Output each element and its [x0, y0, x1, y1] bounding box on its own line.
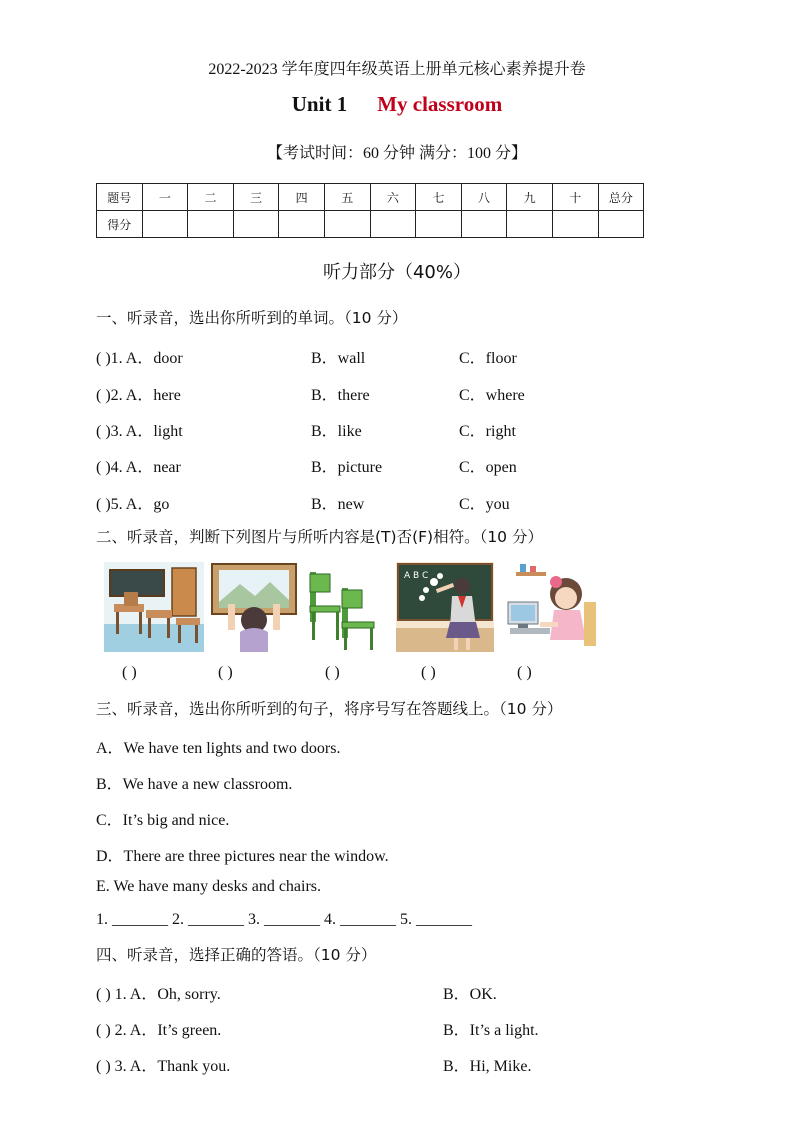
- option-b: B．there: [311, 387, 370, 404]
- child-hanging-picture: [210, 562, 298, 652]
- tf-answer-bracket-2[interactable]: ( ): [218, 664, 233, 681]
- score-cell: 五: [324, 184, 370, 211]
- section2-title: 二、听录音，判断下列图片与所听内容是(T)否(F)相符。（10 分）: [96, 528, 543, 546]
- sentence-option-b: B．We have a new classroom.: [96, 776, 293, 793]
- tf-answer-bracket-1[interactable]: ( ): [122, 664, 137, 681]
- score-cell: 八: [461, 184, 507, 211]
- listening-title: 听力部分（40%）: [322, 262, 471, 283]
- score-blank-cell[interactable]: [188, 211, 234, 238]
- score-cell: 四: [279, 184, 325, 211]
- answer-lines[interactable]: 1. _______ 2. _______ 3. _______ 4. _______ 5. _______: [96, 911, 472, 928]
- girl-at-computer-picture: [500, 562, 600, 652]
- option-b: B．like: [311, 423, 362, 440]
- sentence-option-d: D．There are three pictures near the window.: [96, 848, 389, 865]
- sentence-option-e: E. We have many desks and chairs.: [96, 878, 322, 895]
- response-option-b: B．OK.: [443, 986, 497, 1003]
- score-blank-cell[interactable]: [461, 211, 507, 238]
- response-number-option-a: ( ) 3. A．Thank you.: [96, 1058, 231, 1075]
- score-table: [96, 183, 644, 238]
- question-number-option-a: ( )2. A．here: [96, 387, 181, 404]
- unit-number: Unit 1: [291, 92, 348, 116]
- score-cell: 总分: [598, 184, 644, 211]
- question-number-option-a: ( )3. A．light: [96, 423, 183, 440]
- response-option-b: B．Hi, Mike.: [443, 1058, 532, 1075]
- document-title: 2022-2023 学年度四年级英语上册单元核心素养提升卷: [208, 61, 586, 78]
- score-cell: 一: [142, 184, 188, 211]
- sentence-option-a: A．We have ten lights and two doors.: [96, 740, 341, 757]
- tf-answer-bracket-4[interactable]: ( ): [421, 664, 436, 681]
- score-table-score-row: [97, 211, 644, 238]
- section1-title: 一、听录音，选出你所听到的单词。（10 分）: [96, 309, 408, 327]
- response-number-option-a: ( ) 1. A．Oh, sorry.: [96, 986, 221, 1003]
- score-blank-cell[interactable]: [370, 211, 416, 238]
- score-cell: 二: [188, 184, 234, 211]
- score-blank-cell[interactable]: [598, 211, 644, 238]
- question-number-option-a: ( )5. A．go: [96, 496, 170, 513]
- response-number-option-a: ( ) 2. A．It’s green.: [96, 1022, 222, 1039]
- sentence-option-c: C．It’s big and nice.: [96, 812, 230, 829]
- section4-title: 四、听录音，选择正确的答语。（10 分）: [96, 946, 377, 964]
- classroom-desks-picture: [104, 562, 204, 652]
- section3-title: 三、听录音，选出你所听到的句子，将序号写在答题线上。（10 分）: [96, 700, 563, 718]
- option-b: B．new: [311, 496, 365, 513]
- score-blank-cell[interactable]: [324, 211, 370, 238]
- score-cell: 十: [552, 184, 598, 211]
- unit-name: My classroom: [377, 92, 503, 116]
- option-c: C．open: [459, 459, 517, 476]
- score-blank-cell[interactable]: [279, 211, 325, 238]
- score-cell: 九: [507, 184, 553, 211]
- score-blank-cell[interactable]: [233, 211, 279, 238]
- score-blank-cell[interactable]: [507, 211, 553, 238]
- green-chairs-picture: [304, 562, 380, 652]
- score-blank-cell[interactable]: [552, 211, 598, 238]
- response-option-b: B．It’s a light.: [443, 1022, 539, 1039]
- exam-info: 【考试时间：60 分钟 满分：100 分】: [266, 145, 527, 162]
- tf-answer-bracket-5[interactable]: ( ): [517, 664, 532, 681]
- unit-heading: [0, 92, 794, 117]
- option-c: C．where: [459, 387, 525, 404]
- svg-text:A B C: A B C: [404, 571, 429, 581]
- score-table-header-row: [97, 184, 644, 211]
- question-number-option-a: ( )1. A．door: [96, 350, 183, 367]
- score-blank-cell[interactable]: [416, 211, 462, 238]
- score-cell: 题号: [97, 184, 143, 211]
- score-cell: 三: [233, 184, 279, 211]
- option-b: B．picture: [311, 459, 383, 476]
- option-c: C．you: [459, 496, 510, 513]
- score-cell: 七: [416, 184, 462, 211]
- option-b: B．wall: [311, 350, 366, 367]
- question-number-option-a: ( )4. A．near: [96, 459, 181, 476]
- option-c: C．floor: [459, 350, 517, 367]
- girl-at-blackboard-picture: [396, 562, 494, 652]
- option-c: C．right: [459, 423, 516, 440]
- score-cell: 六: [370, 184, 416, 211]
- tf-answer-bracket-3[interactable]: ( ): [325, 664, 340, 681]
- score-blank-cell[interactable]: [142, 211, 188, 238]
- score-row-label: 得分: [97, 211, 143, 238]
